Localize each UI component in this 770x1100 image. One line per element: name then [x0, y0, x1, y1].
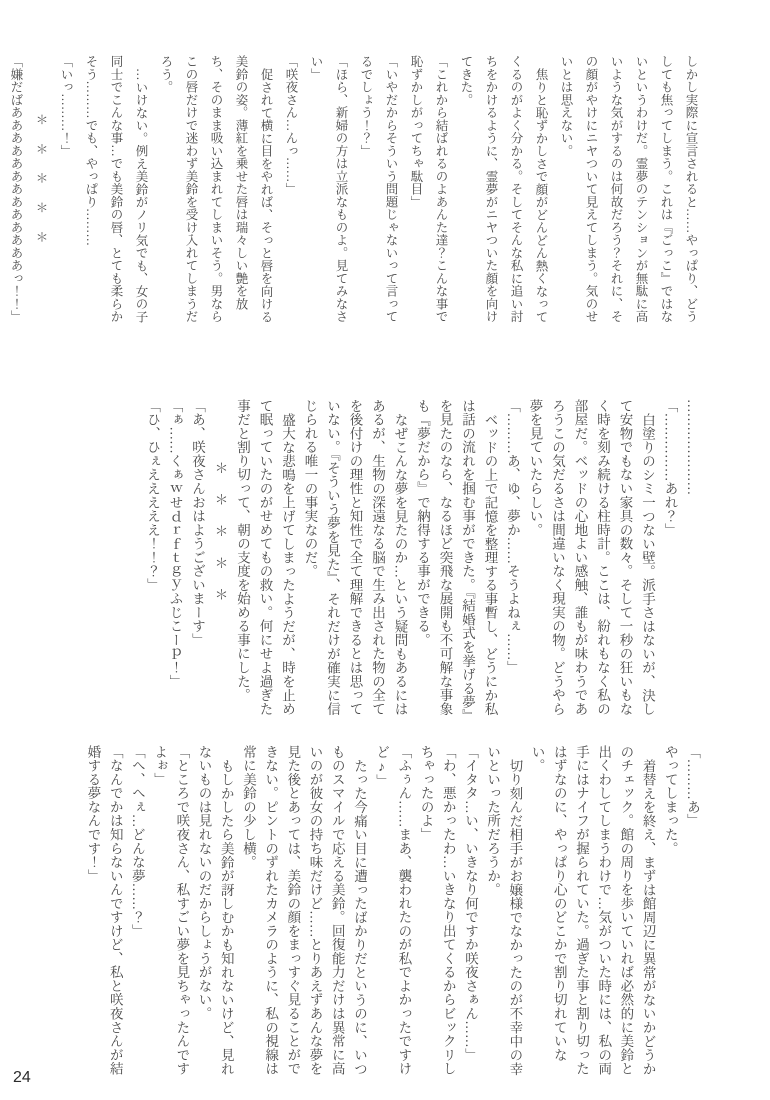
- paragraph: しかし実際に宣言されると……やっぱり、どうしても焦ってしまう。これは『ごっこ』ではないというわけだ。霊夢のテンションが無駄に高いような気がするのは何故だろう？それに、その顔がやけにニヤついて見えてしまう。気のせいとは思えない。: [559, 55, 698, 323]
- paragraph: 「わ、悪かったわ…いきなり出てくるからビックリしちゃったのよ」: [418, 745, 456, 1076]
- paragraph: 白塗りのシミ一つない壁。派手さはないが、決して安物でもない家具の数々。そして一秒の狂いもなく時を刻み続ける柱時計。ここは、紛れもなく私の部屋だ。ベッドの心地よい感触、誰もが味わうであろうこの気だるさは間違いなく現実の物。どうやら夢を見ていたらしい。: [527, 399, 655, 716]
- paragraph: 「あ、咲夜さんおはようございまーす」: [190, 399, 205, 647]
- paragraph: 「いっ………！」: [59, 55, 73, 157]
- paragraph: 「ところで咲夜さん、私すごい夢を見ちゃったんですよぉ」: [152, 745, 190, 1076]
- paragraph: ベッドの上で記憶を整理する事暫し、どうにか私は話の流れを掴む事ができた。『結婚式を挙げる夢』を見たのなら、なるほど突飛な展開も不可解な事象も『夢だから』で納得する事ができる。: [415, 399, 498, 723]
- paragraph: 着替えを終え、まずは館周辺に異常がないかどうかのチェック。館の周りを歩いていれば必然的に美鈴と出くわしてしまうわけで…気がついた時には、私の両手にはナイフが握られていた。過ぎた事と割り切ったはずなのに、やっぱり心のどこかで割り切れていない。: [529, 745, 656, 1076]
- paragraph: 「………あ」: [685, 745, 700, 828]
- paragraph: 切り刻んだ相手がお嬢様でなかったのが不幸中の幸いといった所だろうか。: [485, 745, 523, 1076]
- section-separator: ＊＊＊＊＊: [34, 112, 48, 260]
- paragraph: 「へ、へぇ…どんな夢……？」: [129, 745, 145, 938]
- text-block-bottom: [81, 745, 703, 1078]
- paragraph: やってしまった。: [662, 745, 678, 856]
- paragraph: 「なんでかは知らないんですけど、私と咲夜さんが結婚する夢なんです！」: [85, 745, 123, 1076]
- text-block-middle: [141, 399, 704, 727]
- paragraph: たった今痛い目に遭ったばかりだというのに、いつものスマイルで応える美鈴。回復能力だけは異常に高いのが彼女の持ち味だけど……とりあえずあんな夢を見た後とあっては、美鈴の顔をまっすぐ見ることができない。ピントのずれたカメラのように、私の視線は常に美鈴の少し横。: [240, 745, 367, 1076]
- paragraph: 「ぁ……くぁｗせｄｒｆｔｇｙふじこーｐ！」: [167, 399, 183, 689]
- paragraph: なぜこんな夢を見たのか…という疑問もあるにはあるが、生物の深遠なる脳で生み出された物の全てを後付けの理性と知性で全て理解できるとは思っていない。『そういう夢を見た』、それだけが確実に信じられる唯一の事実なのだ。: [302, 399, 408, 716]
- paragraph: 「咲夜さん…んっ……」: [284, 55, 298, 196]
- paragraph: 盛大な悲鳴を上げてしまったようだが、時を止めて眠っていたのがせめてもの救い。何にせよ過ぎた事だと割り切って、朝の支度を始める事にした。: [235, 399, 295, 716]
- paragraph: …いけない。例え美鈴がノリ気でも、女の子同士でこんな事…でも美鈴の唇、とても柔らかそう………でも、やっぱり………: [84, 55, 148, 323]
- paragraph: 「ふぅん……まあ、襲われたのが私でよかったですけど♪」: [374, 745, 412, 1076]
- paragraph: 「………あ、ゆ、夢か……そうよねぇ……」: [505, 399, 520, 675]
- paragraph: 「……………あれ？」: [662, 399, 678, 537]
- paragraph: 「嫌だばあああああああああああああっ！！」: [9, 55, 23, 323]
- paragraph: 「これから結ばれるのよあんた達？こんな事で恥ずかしがってちゃ駄目」: [409, 55, 448, 323]
- paragraph: 促されて横に目をやれば、そっと唇を向ける美鈴の姿。薄紅を乗せた唇は瑞々しい艶を放ち、そのまま吸い込まれてしまいそう。男ならこの唇だけで迷わず美鈴を受け入れてしまうだろう。: [159, 55, 273, 323]
- paragraph: 「ひ、ひぇえええええ！！？」: [145, 399, 160, 592]
- paragraph: …………………: [685, 399, 700, 496]
- paragraph: 「いやだからそういう問題じゃないって言ってるでしょう！？」: [359, 55, 398, 323]
- text-block-top: [3, 55, 703, 335]
- paragraph: 「イタタ…い、いきなり何ですか咲夜さぁん……」: [462, 745, 478, 1062]
- paragraph: 焦りと恥ずかしさで顔がどんどん熱くなってくるのがよく分かる。そしてそんな私に追い討ちをかけるように、霊夢がニヤついた顔を向けてきた。: [459, 55, 548, 323]
- page-number: 24: [13, 1069, 31, 1086]
- paragraph: もしかしたら美鈴が訝しむかも知れないけど、見れないものは見れないのだからしょうがない。: [196, 745, 234, 1076]
- section-separator: ＊＊＊＊＊: [212, 461, 228, 620]
- paragraph: 「ほら、新婦の方は立派なものよ。見てみなさい」: [309, 55, 348, 323]
